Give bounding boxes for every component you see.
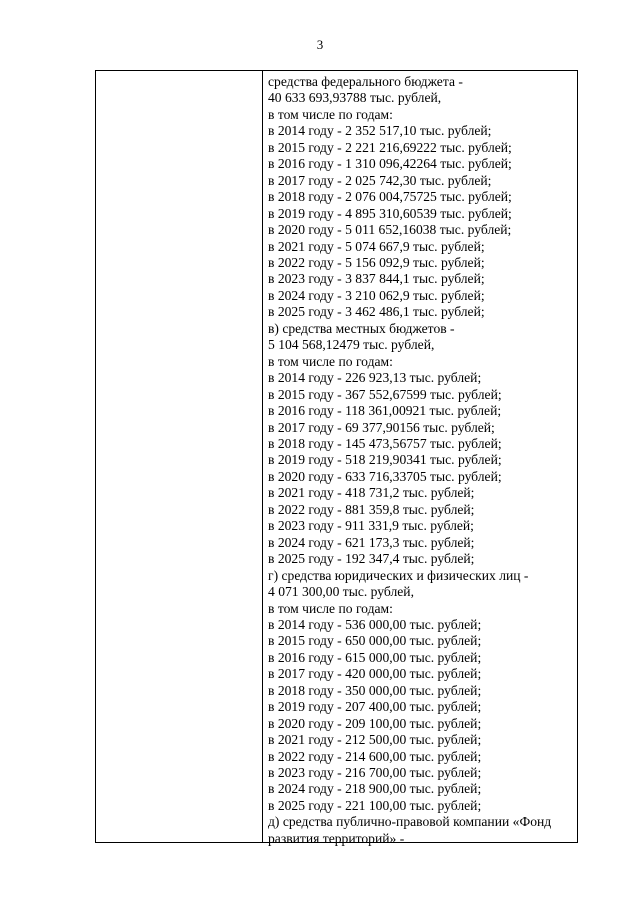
- text-line: развития территорий» -: [268, 830, 405, 846]
- text-line: в 2021 году - 418 731,2 тыс. рублей;: [268, 485, 475, 501]
- text-line: в 2020 году - 633 716,33705 тыс. рублей;: [268, 468, 502, 484]
- text-line: в 2024 году - 621 173,3 тыс. рублей;: [268, 534, 475, 550]
- text-line: в 2022 году - 881 359,8 тыс. рублей;: [268, 501, 475, 517]
- text-line: в 2018 году - 2 076 004,75725 тыс. рублей;: [268, 189, 512, 205]
- text-line: г) средства юридических и физических лиц -: [268, 567, 529, 583]
- text-line: в 2017 году - 2 025 742,30 тыс. рублей;: [268, 172, 492, 188]
- text-line: в 2015 году - 2 221 216,69222 тыс. рублей;: [268, 139, 512, 155]
- text-line: в 2019 году - 518 219,90341 тыс. рублей;: [268, 452, 502, 468]
- text-line: 4 071 300,00 тыс. рублей,: [268, 584, 414, 600]
- text-line: в 2017 году - 420 000,00 тыс. рублей;: [268, 666, 482, 682]
- text-line: в 2014 году - 226 923,13 тыс. рублей;: [268, 370, 482, 386]
- table-left-cell: [96, 71, 263, 842]
- text-line: в 2023 году - 3 837 844,1 тыс. рублей;: [268, 271, 485, 287]
- text-line: в 2016 году - 615 000,00 тыс. рублей;: [268, 649, 482, 665]
- text-line: в 2017 году - 69 377,90156 тыс. рублей;: [268, 419, 495, 435]
- text-line: в 2020 году - 5 011 652,16038 тыс. рублей;: [268, 222, 512, 238]
- text-line: в 2019 году - 4 895 310,60539 тыс. рублей;: [268, 205, 512, 221]
- text-line: в) средства местных бюджетов -: [268, 320, 455, 336]
- text-line: в 2018 году - 145 473,56757 тыс. рублей;: [268, 435, 502, 451]
- text-line: 40 633 693,93788 тыс. рублей,: [268, 90, 442, 106]
- text-line: в том числе по годам:: [268, 106, 393, 122]
- text-line: в 2023 году - 911 331,9 тыс. рублей;: [268, 518, 474, 534]
- text-line: в 2015 году - 650 000,00 тыс. рублей;: [268, 633, 482, 649]
- text-line: средства федерального бюджета -: [268, 74, 463, 89]
- text-line: в 2020 году - 209 100,00 тыс. рублей;: [268, 715, 482, 731]
- text-line: в 2021 году - 5 074 667,9 тыс. рублей;: [268, 238, 485, 254]
- text-line: в том числе по годам:: [268, 600, 393, 616]
- text-line: в 2025 году - 3 462 486,1 тыс. рублей;: [268, 304, 485, 320]
- text-line: в 2022 году - 214 600,00 тыс. рублей;: [268, 748, 482, 764]
- text-line: в 2021 году - 212 500,00 тыс. рублей;: [268, 732, 482, 748]
- text-line: в 2014 году - 536 000,00 тыс. рублей;: [268, 616, 482, 632]
- text-line: в том числе по годам:: [268, 353, 393, 369]
- text-line: в 2019 году - 207 400,00 тыс. рублей;: [268, 699, 482, 715]
- text-line: в 2022 году - 5 156 092,9 тыс. рублей;: [268, 254, 485, 270]
- text-line: в 2016 году - 118 361,00921 тыс. рублей;: [268, 403, 502, 419]
- table-right-cell: [263, 71, 577, 846]
- text-line: д) средства публично-правовой компании «Фонд: [268, 814, 552, 830]
- page-number: 3: [316, 37, 324, 52]
- text-line: в 2014 году - 2 352 517,10 тыс. рублей;: [268, 123, 492, 139]
- text-line: в 2024 году - 218 900,00 тыс. рублей;: [268, 781, 482, 797]
- text-line: в 2023 году - 216 700,00 тыс. рублей;: [268, 765, 482, 781]
- text-line: в 2025 году - 221 100,00 тыс. рублей;: [268, 797, 482, 813]
- text-line: в 2024 году - 3 210 062,9 тыс. рублей;: [268, 287, 485, 303]
- text-line: в 2016 году - 1 310 096,42264 тыс. рублей;: [268, 156, 512, 172]
- table: [95, 70, 578, 846]
- text-line: в 2018 году - 350 000,00 тыс. рублей;: [268, 682, 482, 698]
- text-line: 5 104 568,12479 тыс. рублей,: [268, 337, 435, 353]
- text-line: в 2025 году - 192 347,4 тыс. рублей;: [268, 551, 475, 567]
- text-line: в 2015 году - 367 552,67599 тыс. рублей;: [268, 386, 502, 402]
